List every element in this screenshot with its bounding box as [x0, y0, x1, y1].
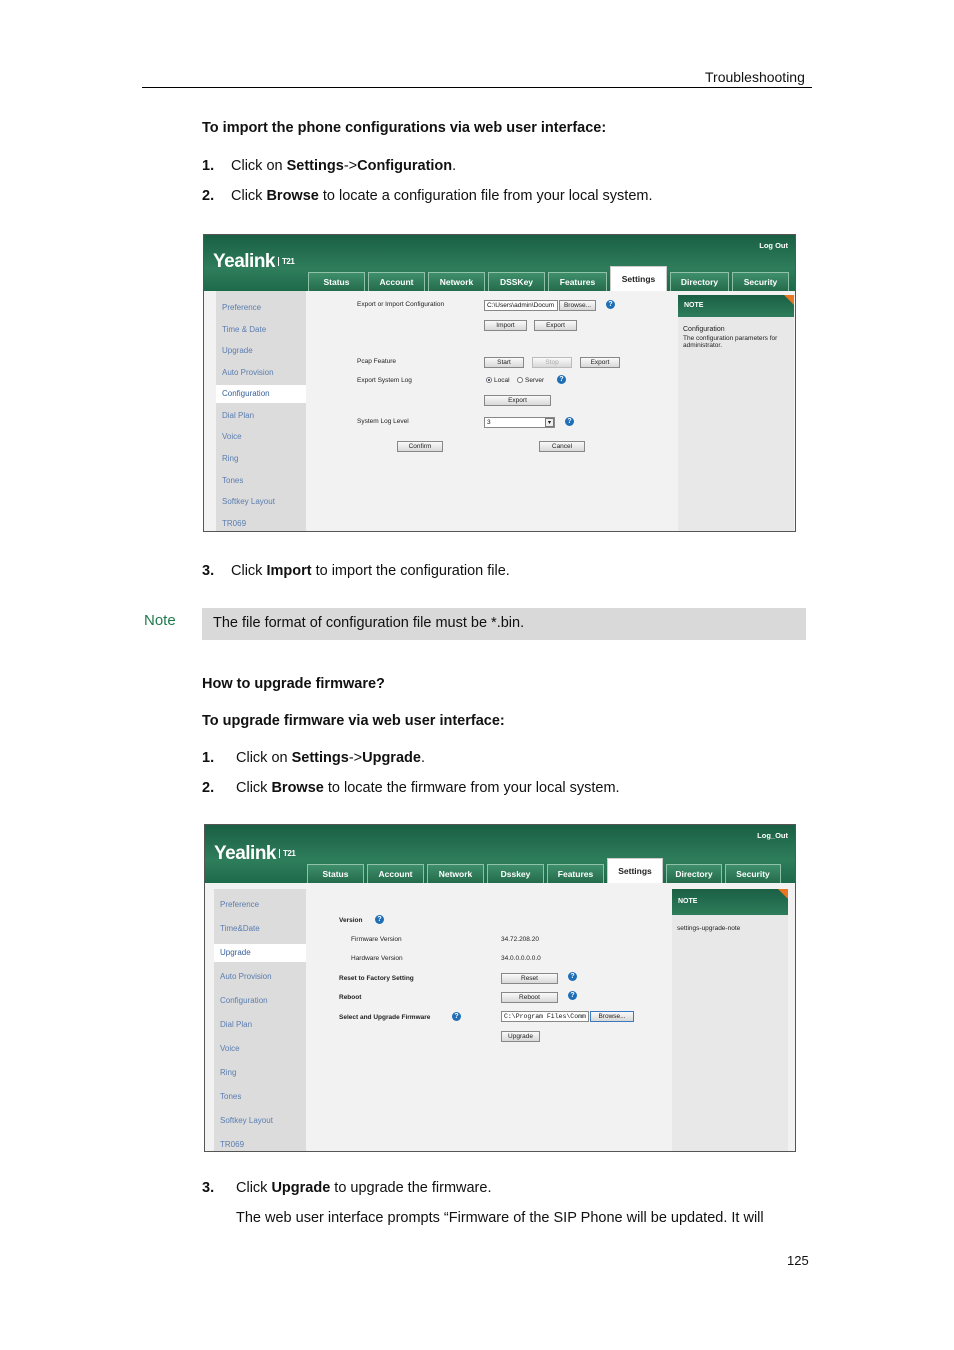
step-number: 3. — [202, 1180, 215, 1196]
log-level-label: System Log Level — [357, 418, 409, 425]
note-box: The file format of configuration file must be *.bin. — [202, 608, 806, 640]
tab-network[interactable]: Network — [427, 864, 484, 883]
nav-item-preference[interactable]: Preference — [220, 900, 260, 909]
tab-settings[interactable]: Settings — [610, 266, 667, 291]
nav-item-upgrade[interactable]: Upgrade — [214, 944, 306, 962]
nav-item-preference[interactable]: Preference — [222, 303, 262, 312]
nav-item-ring[interactable]: Ring — [222, 454, 239, 463]
note-label: Note — [144, 612, 176, 629]
note-panel-header: NOTE — [678, 295, 794, 317]
version-label: Version — [339, 917, 363, 924]
upgrade-step-2: Click Browse to locate the firmware from your local system. — [236, 780, 620, 796]
confirm-button[interactable]: Confirm — [397, 441, 443, 452]
tab-security[interactable]: Security — [725, 864, 781, 883]
upgrade-continuation: The web user interface prompts “Firmware of the SIP Phone will be updated. It will — [236, 1210, 764, 1226]
upgrade-heading: To upgrade firmware via web user interface: — [202, 713, 505, 729]
config-path-input[interactable]: C:\Users\admin\Docum — [484, 300, 558, 311]
nav-item-tones[interactable]: Tones — [222, 476, 244, 485]
left-nav — [216, 291, 306, 532]
local-label: Local — [494, 377, 510, 384]
tab-dsskey[interactable]: DSSKey — [488, 272, 545, 291]
import-step-3: Click Import to import the configuration file. — [231, 563, 510, 579]
upgrade-step-1: Click on Settings->Upgrade. — [236, 750, 425, 766]
local-radio[interactable] — [486, 377, 492, 383]
help-icon[interactable]: ? — [452, 1012, 461, 1021]
tab-directory[interactable]: Directory — [666, 864, 722, 883]
note-panel-text: The configuration parameters for administrator. — [683, 335, 778, 349]
nav-item-auto-provision[interactable]: Auto Provision — [220, 972, 272, 981]
import-step-1: Click on Settings->Configuration. — [231, 158, 457, 174]
help-icon[interactable]: ? — [557, 375, 566, 384]
configuration-screenshot — [203, 234, 796, 532]
step-number: 1. — [202, 750, 215, 766]
import-button[interactable]: Import — [484, 320, 527, 331]
top-bar — [204, 235, 795, 291]
help-icon[interactable]: ? — [568, 991, 577, 1000]
note-panel-header: NOTE — [672, 889, 788, 915]
pcap-start-button[interactable]: Start — [484, 357, 524, 368]
step-number: 3. — [202, 563, 215, 579]
running-header: Troubleshooting — [705, 69, 805, 85]
upgrade-button[interactable]: Upgrade — [501, 1031, 540, 1042]
firmware-version-value: 34.72.208.20 — [501, 936, 539, 943]
browse-button[interactable]: Browse... — [559, 300, 596, 311]
export-button[interactable]: Export — [534, 320, 577, 331]
nav-item-configuration[interactable]: Configuration — [216, 385, 306, 403]
cancel-button[interactable]: Cancel — [539, 441, 585, 452]
page-number: 125 — [787, 1253, 809, 1268]
hardware-version-label: Hardware Version — [351, 955, 403, 962]
export-import-label: Export or Import Configuration — [357, 301, 445, 308]
tab-account[interactable]: Account — [367, 864, 424, 883]
logout-link[interactable]: Log_Out — [757, 831, 788, 840]
help-icon[interactable]: ? — [565, 417, 574, 426]
pcap-label: Pcap Feature — [357, 358, 397, 365]
server-label: Server — [525, 377, 545, 384]
firmware-version-label: Firmware Version — [351, 936, 402, 943]
help-icon[interactable]: ? — [606, 300, 615, 309]
upgrade-step-3: Click Upgrade to upgrade the firmware. — [236, 1180, 492, 1196]
top-bar — [205, 825, 795, 883]
upgrade-question: How to upgrade firmware? — [202, 676, 385, 692]
tab-dsskey[interactable]: Dsskey — [487, 864, 544, 883]
tab-features[interactable]: Features — [547, 864, 604, 883]
left-nav — [214, 889, 306, 1152]
nav-item-ring[interactable]: Ring — [220, 1068, 237, 1077]
note-panel-title: Configuration — [683, 326, 725, 333]
help-icon[interactable]: ? — [375, 915, 384, 924]
tab-settings[interactable]: Settings — [607, 858, 663, 883]
nav-item-time-date[interactable]: Time & Date — [222, 325, 267, 334]
nav-item-upgrade[interactable]: Upgrade — [222, 346, 253, 355]
step-number: 1. — [202, 158, 215, 174]
browse-button[interactable]: Browse... — [590, 1011, 634, 1022]
help-icon[interactable]: ? — [568, 972, 577, 981]
tab-status[interactable]: Status — [307, 864, 364, 883]
log-level-select[interactable]: 3 — [484, 417, 555, 428]
yealink-logo: Yealink T21 — [213, 251, 295, 272]
reset-button[interactable]: Reset — [501, 973, 558, 984]
upgrade-screenshot — [204, 824, 796, 1152]
tab-network[interactable]: Network — [428, 272, 485, 291]
logout-link[interactable]: Log Out — [759, 241, 788, 250]
nav-item-voice[interactable]: Voice — [220, 1044, 240, 1053]
tab-features[interactable]: Features — [548, 272, 607, 291]
nav-item-time-date[interactable]: Time&Date — [220, 924, 260, 933]
nav-item-tones[interactable]: Tones — [220, 1092, 242, 1101]
chevron-down-icon[interactable]: ▾ — [545, 418, 554, 427]
nav-item-configuration[interactable]: Configuration — [220, 996, 268, 1005]
tab-status[interactable]: Status — [308, 272, 365, 291]
reboot-label: Reboot — [339, 994, 362, 1001]
nav-item-dial-plan[interactable]: Dial Plan — [222, 411, 255, 420]
tab-directory[interactable]: Directory — [670, 272, 729, 291]
header-rule — [142, 87, 812, 88]
syslog-label: Export System Log — [357, 377, 412, 384]
note-panel — [672, 889, 788, 1152]
firmware-path-input[interactable]: C:\Program Files\Comm — [501, 1011, 589, 1022]
nav-item-softkey-layout[interactable]: Softkey Layout — [220, 1116, 273, 1125]
syslog-export-button[interactable]: Export — [484, 395, 551, 406]
step-number: 2. — [202, 188, 215, 204]
note-panel-text: settings-upgrade-note — [677, 925, 741, 932]
tab-account[interactable]: Account — [368, 272, 425, 291]
tab-security[interactable]: Security — [732, 272, 789, 291]
pcap-stop-button[interactable]: Stop — [532, 357, 572, 368]
import-step-2: Click Browse to locate a configuration file from your local system. — [231, 188, 653, 204]
import-heading: To import the phone configurations via web user interface: — [202, 120, 607, 136]
nav-item-auto-provision[interactable]: Auto Provision — [222, 368, 274, 377]
reset-label: Reset to Factory Setting — [339, 975, 414, 982]
nav-item-softkey-layout[interactable]: Softkey Layout — [222, 497, 275, 506]
nav-item-tr069[interactable]: TR069 — [220, 1140, 245, 1149]
pcap-export-button[interactable]: Export — [580, 357, 620, 368]
nav-item-dial-plan[interactable]: Dial Plan — [220, 1020, 253, 1029]
yealink-logo: Yealink T21 — [214, 843, 296, 864]
select-firmware-label: Select and Upgrade Firmware — [339, 1014, 431, 1021]
nav-item-voice[interactable]: Voice — [222, 432, 242, 441]
config-content — [308, 291, 674, 532]
nav-item-tr069[interactable]: TR069 — [222, 519, 247, 528]
step-number: 2. — [202, 780, 215, 796]
upgrade-content — [309, 887, 667, 1152]
reboot-button[interactable]: Reboot — [501, 992, 558, 1003]
note-panel — [678, 295, 794, 532]
server-radio[interactable] — [517, 377, 523, 383]
hardware-version-value: 34.0.0.0.0.0.0 — [501, 955, 541, 962]
